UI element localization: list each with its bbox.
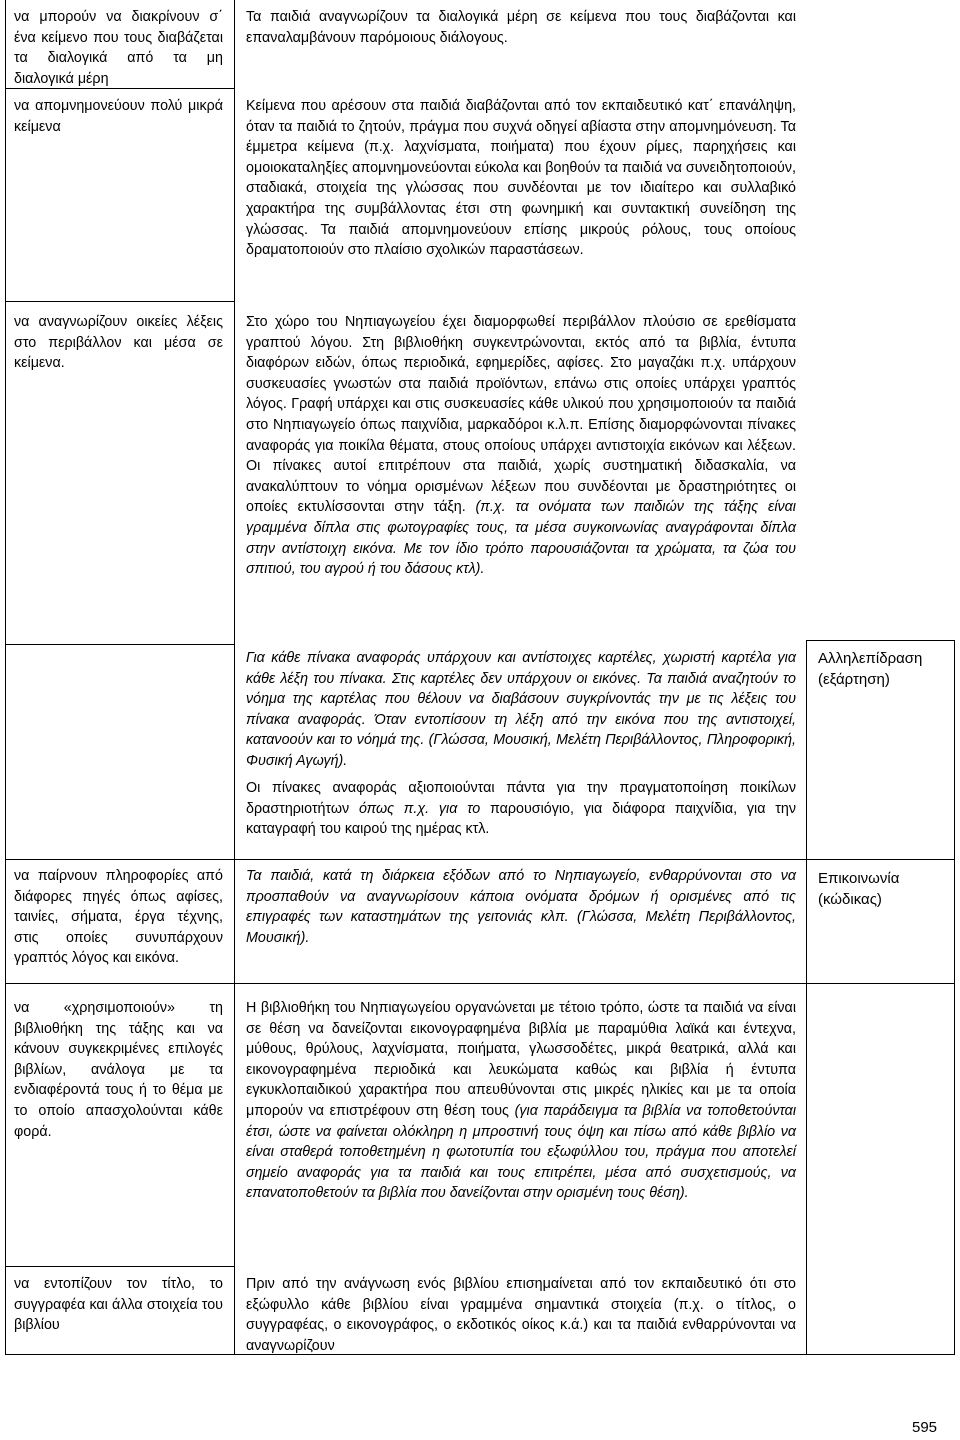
activity-outings: Τα παιδιά, κατά τη διάρκεια εξόδων από το Νηπιαγωγείο, ενθαρρύνονται στο να προσπαθούν να αναγνωρίσουν κάποια ονόματα δρόμων ή ορισμένες από τις επιγραφές των καταστημάτων της γειτονιάς κλπ. (Γλώσσα, Μελέτη Περιβάλλοντος, Μουσική). xyxy=(246,868,796,946)
goal-memorize-texts: να απομνημονεύουν πολύ μικρά κείμενα xyxy=(14,98,223,135)
goal-recognize-words: να αναγνωρίζουν οικείες λέξεις στο περιβάλλον και μέσα σε κείμενα. xyxy=(14,314,223,372)
goal-book-title-author: να εντοπίζουν τον τίτλο, το συγγραφέα και άλλα στοιχεία του βιβλίου xyxy=(14,1276,223,1334)
library-text: Η βιβλιοθήκη του Νηπιαγωγείου οργανώνεται με τέτοιο τρόπο, ώστε τα παιδιά να είναι σε θέση να δανείζονται εικονογραφημένα βιβλία με παραμύθια λαϊκά και έντεχνα, μύθους, θρύλους, λαχνίσματα, ποιήματα, γλωσσοδέτες, μικρά θεατρικά, αλλά και εικονογραφημένα περιοδικά και λευκώματα καθώς και βιβλία ή έντυπα εγκυκλοπαιδικού χαρακτήρα που απευθύνονται στις μικρές ηλικίες και με τα οποία μπορούν να επιστρέφουν στη θέση τους xyxy=(246,1000,796,1119)
table-border-right xyxy=(954,640,955,1355)
activity-memorization: Κείμενα που αρέσουν στα παιδιά διαβάζονται από τον εκπαιδευτικό κατ΄ επανάληψη, όταν τα παιδιά το ζητούν, πράγμα που συχνά οδηγεί αβίαστα στην απομνημόνευση. Τα έμμετρα κείμενα (π.χ. λαχνίσματα, ποιήματα) που έχουν ρίμες, παρηχήσεις και ομοιοκαταληξίες απομνημονεύονται εύκολα και βοηθούν τα παιδιά να συνειδητοποιούν, σταδιακά, στοιχεία της γλώσσας που συνδέονται με τον ιδιαίτερο και συλλαβικό χαρακτήρα της συμβάλλοντας έτσι στη φωνημική και συντακτική συνείδηση της γλώσσας. Τα παιδιά απομνημονεύουν επίσης μικρούς ρόλους, τους οποίους δραματοποιούν στο πλαίσιο σχολικών παραστάσεων. xyxy=(246,98,796,259)
reference-tables-end: παρουσιόγιο, για διάφορα παιχνίδια, για την καταγραφή του καιρού της ημέρας κτλ. xyxy=(246,800,796,838)
goal-use-library: να «χρησιμοποιούν» τη βιβλιοθήκη της τάξης και να κάνουν συγκεκριμένες επιλογές βιβλίων, ανάλογα με τα ενδιαφέροντά τους ή το θέμα με το οποίο απασχολούνται κάθε φορά. xyxy=(14,1000,223,1140)
row-divider xyxy=(5,859,955,860)
concept-communication: Επικοινωνία (κώδικας) xyxy=(818,870,900,908)
activity-print-environment xyxy=(246,312,796,580)
goal-information-sources: να παίρνουν πληροφορίες από διάφορες πηγές όπως αφίσες, ταινίες, σήματα, έργα τέχνης, στις οποίες συνυπάρχουν γραπτός λόγος και εικόνα. xyxy=(14,868,223,967)
activity-reference-tables xyxy=(246,778,796,840)
print-environment-text: Στο χώρο του Νηπιαγωγείου έχει διαμορφωθεί περιβάλλον πλούσιο σε ερεθίσματα γραπτού λόγου. Στη βιβλιοθήκη συγκεντρώνονται, εκτός από τα βιβλία, έντυπα διαφόρων ειδών, όπως περιοδικά, εφημερίδες, αφίσες. Στο μαγαζάκι π.χ. υπάρχουν συσκευασίες γνωστών στα παιδιά προϊόντων, επάνω στις οποίες υπάρχει γραπτός λόγος. Γραφή υπάρχει και στις συσκευασίες κάθε υλικού που χρησιμοποιούν τα παιδιά στο Νηπιαγωγείο όπως παιχνίδια, μαρκαδόροι κ.λ.π. Επίσης διαμορφώνονται πίνακες αναφοράς για ποικίλα θέματα, στους οποίους υπάρχει αντιστοιχία εικόνων και λέξεων. Οι πίνακες αυτοί επιτρέπουν στα παιδιά, χωρίς συστηματική διδασκαλία, να ανακαλύπτουν το νόημα ορισμένων λέξεων που συνδέονται με δραστηριότητες οι οποίες εκτυλίσσονται στην τάξη. xyxy=(246,314,796,516)
print-environment-examples: (π.χ. τα ονόματα των παιδιών της τάξης είναι γραμμένα δίπλα στις φωτογραφίες τους, τα μέσα συγκοινωνίας αναγράφονται δίπλα στην αντίστοιχη εικόνα. Με τον ίδιο τρόπο παρουσιάζονται τα χρώματα, τα ζώα του σπιτιού, του αγρού ή του δάσους κτλ). xyxy=(246,499,796,578)
activity-dialogues: Τα παιδιά αναγνωρίζουν τα διαλογικά μέρη σε κείμενα που τους διαβάζονται και επαναλαμβάνουν παρόμοιους διάλογους. xyxy=(246,9,796,46)
concept-interaction: Αλληλεπίδραση (εξάρτηση) xyxy=(818,650,923,688)
library-example: (για παράδειγμα τα βιβλία να τοποθετούνται έτσι, ώστε να φαίνεται ολόκληρη η μπροστινή τους όψη και πίσω από κάθε βιβλίο να είναι σταθερά τοποθετημένη η φωτοτυπία του εξωφύλλου του, πράγμα που αποτελεί σημείο αναφοράς για τα παιδιά και τους επιτρέπει, μέσα από συσχετισμούς, να επανατοποθετούν τα βιβλία που δανείζονται στην ορισμένη τους θέση). xyxy=(246,1102,796,1202)
row-divider xyxy=(5,983,955,984)
column-divider-2 xyxy=(806,640,807,1355)
activity-book-cover: Πριν από την ανάγνωση ενός βιβλίου επισημαίνεται από τον εκπαιδευτικό ότι στο εξώφυλλο κάθε βιβλίου είναι γραμμένα σημαντικά στοιχεία (π.χ. ο τίτλος, ο συγγραφέας, ο εικονογράφος, ο εκδοτικός οίκος κ.ά.) και τα παιδιά ενθαρρύνονται να αναγνωρίζουν xyxy=(246,1276,796,1354)
activity-library xyxy=(246,998,796,1204)
row-divider xyxy=(5,301,235,302)
reference-tables-text: Οι πίνακες αναφοράς αξιοποιούνται πάντα για την πραγματοποίηση ποικίλων δραστηριοτήτων xyxy=(246,780,796,817)
reference-tables-example: όπως π.χ. για το xyxy=(358,800,481,817)
goal-dialogue-parts: να μπορούν να διακρίνουν σ΄ ένα κείμενο που τους διαβάζεται τα διαλογικά από τα μη διαλογικά μέρη xyxy=(14,9,223,87)
column-divider-1 xyxy=(234,0,235,1355)
row-divider xyxy=(5,644,235,645)
activity-word-cards: Για κάθε πίνακα αναφοράς υπάρχουν και αντίστοιχες καρτέλες, χωριστή καρτέλα για κάθε λέξη του πίνακα. Στις καρτέλες δεν υπάρχουν οι εικόνες. Τα παιδιά αναζητούν το νόημα της καρτέλας που θέλουν να διαβάσουν συγκρίνοντάς την με τις λέξεις του πίνακα αναφοράς. Όταν εντοπίσουν τη λέξη από την εικόνα που της αντιστοιχεί, κατανοούν και το νόημά της. (Γλώσσα, Μουσική, Μελέτη Περιβάλλοντος, Πληροφορική, Φυσική Αγωγή). xyxy=(246,650,796,769)
table-border-left xyxy=(5,0,6,1355)
page-number: 595 xyxy=(912,1419,938,1436)
row-divider xyxy=(806,640,955,641)
row-divider xyxy=(5,1266,235,1267)
